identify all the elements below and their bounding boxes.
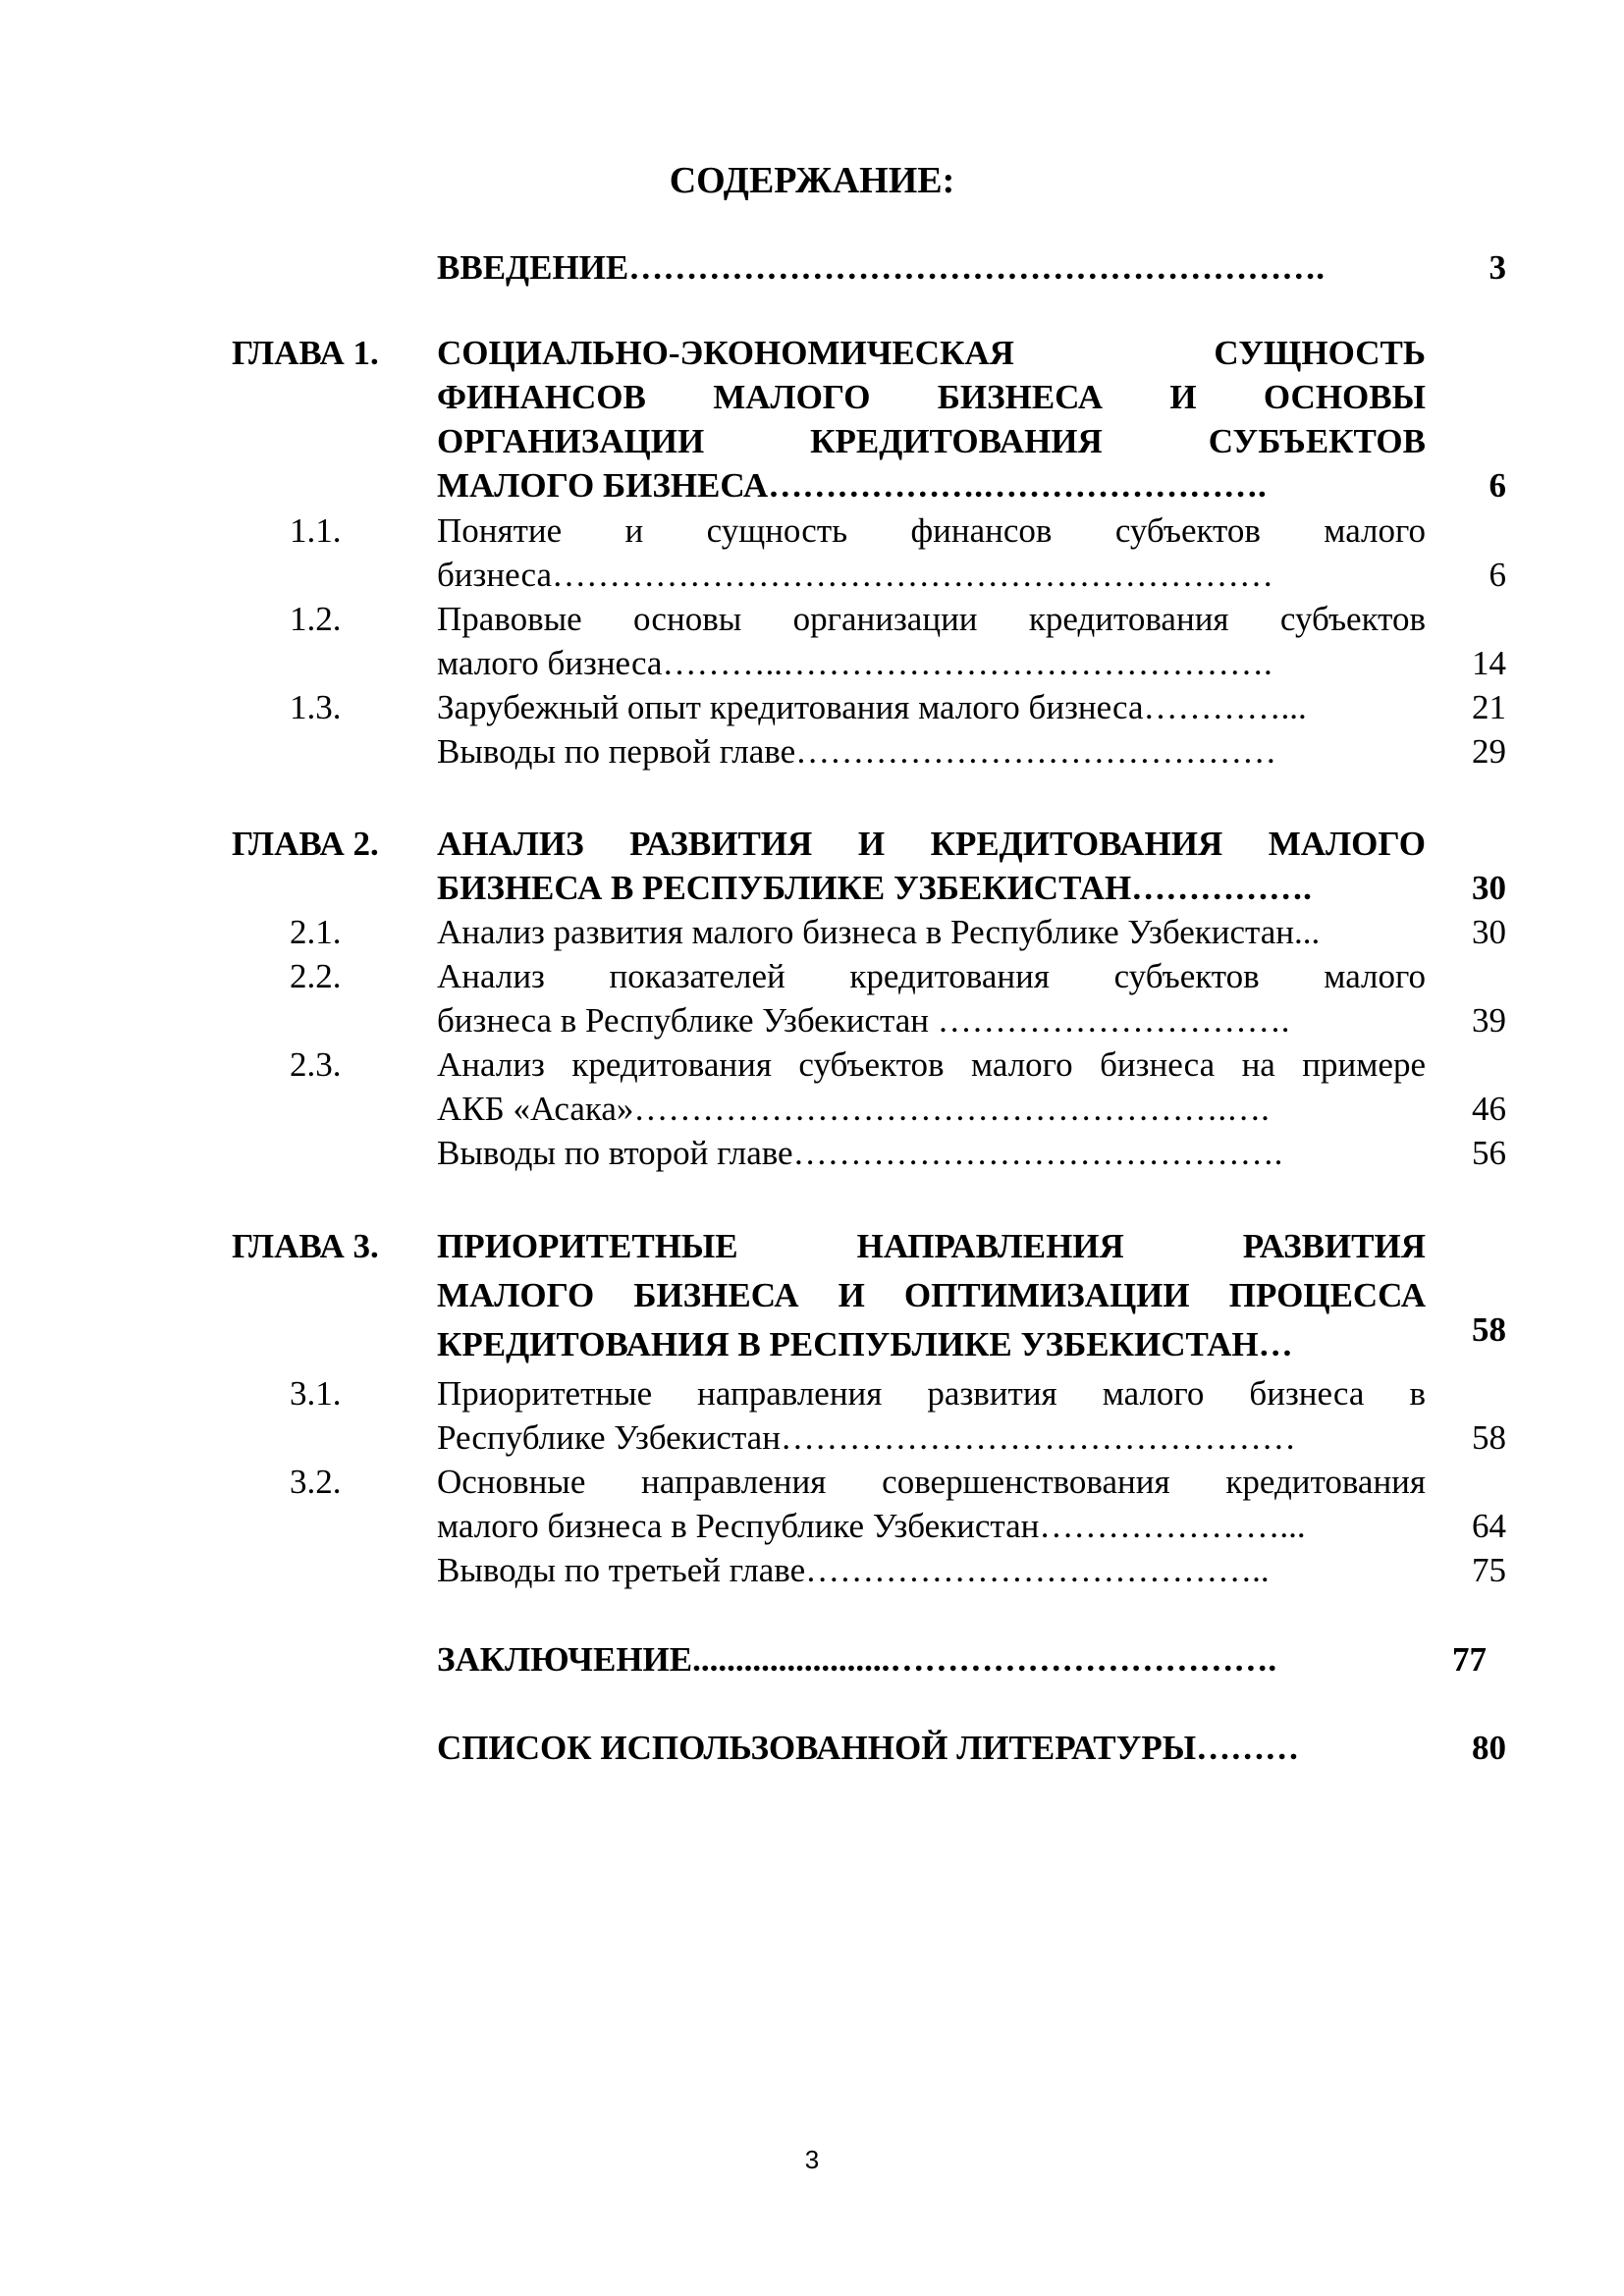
chapter-title-line: ФИНАНСОВ МАЛОГО БИЗНЕСА И ОСНОВЫ bbox=[437, 378, 1426, 416]
page-number-footer: 3 bbox=[804, 2145, 820, 2174]
chapter-label: ГЛАВА 2. bbox=[232, 825, 379, 863]
section-number: 2.2. bbox=[290, 957, 342, 995]
section-number: 3.1. bbox=[290, 1374, 342, 1413]
toc-page-number: 64 bbox=[1472, 1507, 1506, 1545]
section-title-line: Основные направления совершенствования кредитования bbox=[437, 1463, 1426, 1501]
section-title bbox=[437, 1131, 1426, 1175]
toc-page-number: 30 bbox=[1472, 869, 1506, 907]
section-title-line: Зарубежный опыт кредитования малого бизнеса…………... bbox=[437, 688, 1307, 726]
section-title-line: Правовые основы организации кредитования субъектов bbox=[437, 600, 1426, 638]
section-title-line: бизнеса……………………………………………………… bbox=[437, 556, 1273, 594]
section-title-line: АКБ «Асака»…………………………………………….…. bbox=[437, 1090, 1270, 1128]
chapter-title-line: КРЕДИТОВАНИЯ В РЕСПУБЛИКЕ УЗБЕКИСТАН… bbox=[437, 1325, 1293, 1363]
section-title bbox=[437, 685, 1426, 729]
toc-page-number: 30 bbox=[1472, 913, 1506, 951]
toc-page-number: 29 bbox=[1472, 732, 1506, 771]
toc-entry-text bbox=[437, 1726, 1426, 1770]
toc-page-number: 39 bbox=[1472, 1001, 1506, 1040]
section-title bbox=[437, 508, 1426, 597]
toc-entry-line: ЗАКЛЮЧЕНИЕ.......................……………………………. bbox=[437, 1640, 1277, 1679]
section-title-line: Анализ развития малого бизнеса в Республике Узбекистан... bbox=[437, 913, 1321, 951]
section-title-line: Анализ показателей кредитования субъектов малого bbox=[437, 957, 1426, 995]
section-title-line: Понятие и сущность финансов субъектов малого bbox=[437, 511, 1426, 550]
chapter-label: ГЛАВА 1. bbox=[232, 334, 379, 372]
section-title-line: малого бизнеса………..……………………………………. bbox=[437, 644, 1272, 682]
chapter-title-line: АНАЛИЗ РАЗВИТИЯ И КРЕДИТОВАНИЯ МАЛОГО bbox=[437, 825, 1426, 863]
toc-page-number: 3 bbox=[1489, 248, 1506, 287]
section-number: 2.1. bbox=[290, 913, 342, 951]
toc-page-number: 75 bbox=[1472, 1551, 1506, 1589]
section-title bbox=[437, 729, 1426, 774]
chapter-title-line: ОРГАНИЗАЦИИ КРЕДИТОВАНИЯ СУБЪЕКТОВ bbox=[437, 422, 1426, 460]
section-title-line: Анализ кредитования субъектов малого бизнеса на примере bbox=[437, 1045, 1426, 1084]
section-title-line: малого бизнеса в Республике Узбекистан…………………... bbox=[437, 1507, 1306, 1545]
toc-page-number: 58 bbox=[1472, 1310, 1506, 1349]
chapter-title-line: БИЗНЕСА В РЕСПУБЛИКЕ УЗБЕКИСТАН……………. bbox=[437, 869, 1312, 907]
chapter-title-line: СОЦИАЛЬНО-ЭКОНОМИЧЕСКАЯ СУЩНОСТЬ bbox=[437, 334, 1426, 372]
toc-entry-line: СПИСОК ИСПОЛЬЗОВАННОЙ ЛИТЕРАТУРЫ……… bbox=[437, 1729, 1300, 1767]
section-title bbox=[437, 1460, 1426, 1548]
chapter-title bbox=[437, 1222, 1426, 1369]
section-number: 3.2. bbox=[290, 1463, 342, 1501]
toc-page-number: 21 bbox=[1472, 688, 1506, 726]
toc-page-number: 56 bbox=[1472, 1134, 1506, 1172]
section-title bbox=[437, 597, 1426, 685]
section-title bbox=[437, 954, 1426, 1042]
chapter-title bbox=[437, 331, 1426, 507]
section-title bbox=[437, 910, 1426, 954]
toc-entry-line: ВВЕДЕНИЕ……………………………………………………. bbox=[437, 248, 1326, 287]
chapter-label: ГЛАВА 3. bbox=[232, 1227, 379, 1265]
section-title-line: Выводы по первой главе…………………………………… bbox=[437, 732, 1277, 771]
toc-page-number: 6 bbox=[1489, 556, 1506, 594]
section-title bbox=[437, 1371, 1426, 1460]
toc-page-number: 6 bbox=[1489, 466, 1506, 505]
section-title bbox=[437, 1548, 1426, 1592]
toc-page-number: 58 bbox=[1472, 1418, 1506, 1457]
chapter-title bbox=[437, 822, 1426, 910]
section-number: 1.3. bbox=[290, 688, 342, 726]
toc-page-number: 77 bbox=[1452, 1640, 1487, 1679]
section-title-line: бизнеса в Республике Узбекистан …………………………. bbox=[437, 1001, 1290, 1040]
section-title-line: Выводы по второй главе……………………………………. bbox=[437, 1134, 1283, 1172]
section-title-line: Приоритетные направления развития малого бизнеса в bbox=[437, 1374, 1426, 1413]
toc-title: СОДЕРЖАНИЕ: bbox=[669, 160, 955, 201]
chapter-title-line: МАЛОГО БИЗНЕСА И ОПТИМИЗАЦИИ ПРОЦЕССА bbox=[437, 1276, 1426, 1314]
chapter-title-line: МАЛОГО БИЗНЕСА……………….……………………. bbox=[437, 466, 1267, 505]
section-number: 1.2. bbox=[290, 600, 342, 638]
toc-entry-text bbox=[437, 245, 1426, 290]
section-title-line: Республике Узбекистан……………………………………… bbox=[437, 1418, 1296, 1457]
section-title-line: Выводы по третьей главе………………………………….. bbox=[437, 1551, 1270, 1589]
section-number: 1.1. bbox=[290, 511, 342, 550]
toc-page-number: 14 bbox=[1472, 644, 1506, 682]
section-number: 2.3. bbox=[290, 1045, 342, 1084]
chapter-title-line: ПРИОРИТЕТНЫЕ НАПРАВЛЕНИЯ РАЗВИТИЯ bbox=[437, 1227, 1426, 1265]
toc-entry-text bbox=[437, 1637, 1426, 1682]
toc-page-number: 80 bbox=[1472, 1729, 1506, 1767]
toc-page-number: 46 bbox=[1472, 1090, 1506, 1128]
section-title bbox=[437, 1042, 1426, 1131]
